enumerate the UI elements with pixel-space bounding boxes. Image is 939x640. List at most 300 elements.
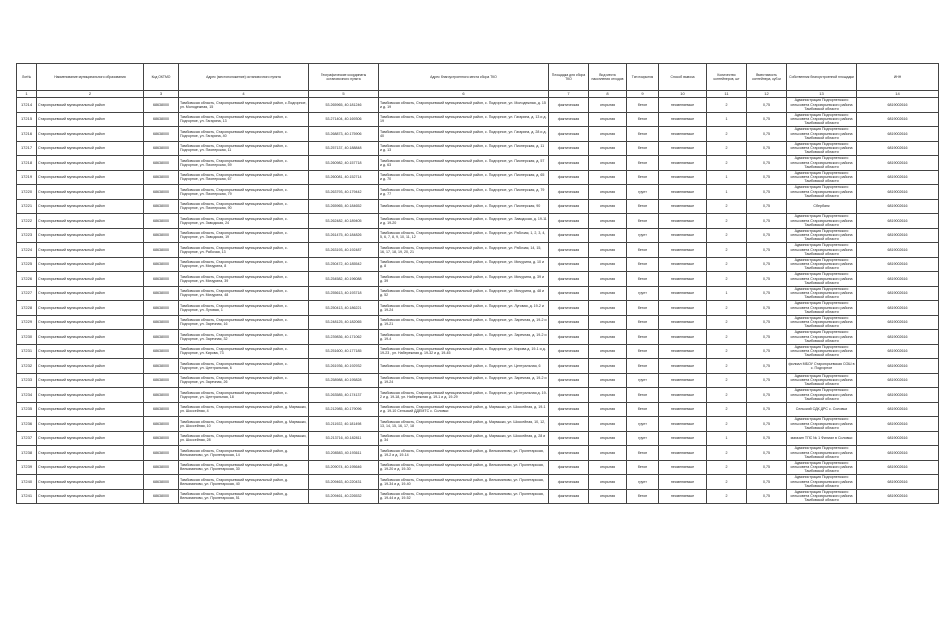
cell-removal-method: несменяемые [659,446,707,461]
cell-removal-method: несменяемые [659,185,707,200]
cell-cover-type: бетон [627,112,659,127]
cell-oktmo: 68638000 [144,170,179,185]
cell-stop-address: Тамбовская область, Староюрьевский муниципальный район, с. Подгорное, ул. Пионерская, 11 [179,141,309,156]
cell-cover-type: бетон [627,330,659,345]
cell-lot-number: 17222 [17,214,37,229]
cell-accumulation-kind: открытая [589,228,627,243]
cell-cover-type: грунт [627,373,659,388]
cell-container-count: 2 [707,373,747,388]
cell-container-volume: 0,75 [747,460,787,475]
cell-owner: Администрация Подгорненского сельсовета Староюрьевского района Тамбовской области [787,243,857,258]
cell-lot-number: 17226 [17,272,37,287]
cell-inn: 6819002616 [857,489,939,504]
cell-inn: 6819002616 [857,127,939,142]
cell-oktmo: 68638000 [144,214,179,229]
cell-lot-number: 17234 [17,388,37,403]
cell-oktmo: 68638000 [144,243,179,258]
cell-cover-type: бетон [627,388,659,403]
cell-cover-type: бетон [627,344,659,359]
cell-container-volume: 0,75 [747,446,787,461]
cell-municipality: Староюрьевский муниципальный район [37,417,144,432]
cell-coordinates: 53.208583, 40.193611 [309,446,379,461]
cell-tko-address: Тамбовская область, Староюрьевский муниципальный район, с. Подгорное, ул. Рабочая, 1, 2, 3, 4, 5, 6, 7, 8, 9, 10, 11, 12 [379,228,549,243]
cell-container-volume: 0,75 [747,170,787,185]
cell-coordinates: 53.212985, 40.179096 [309,402,379,417]
cell-container-volume: 0,75 [747,199,787,214]
cell-accumulation-kind: открытая [589,214,627,229]
cell-cover-type: бетон [627,141,659,156]
column-header: Вместимость контейнера, куб.м [747,64,787,91]
cell-owner: Администрация Подгорненского сельсовета Староюрьевского района Тамбовской области [787,272,857,287]
cell-stop-address: Тамбовская область, Староюрьевский муниципальный район, с. Подгорное, ул. Заречная, 26 [179,373,309,388]
cell-owner: Администрация Подгорненского сельсовета Староюрьевского района Тамбовской области [787,228,857,243]
cell-coordinates: 53.254582, 40.196088 [309,272,379,287]
cell-municipality: Староюрьевский муниципальный район [37,489,144,504]
column-header: Адрес благоустроенного места сбора ТКО [379,64,549,91]
cell-inn: 6819002616 [857,141,939,156]
cell-tko-address: Тамбовская область, Староюрьевский муниципальный район, с. Подгорное, ул. Пионерская, д. 57 и д. 63 [379,156,549,171]
cell-accumulation-kind: открытая [589,185,627,200]
cell-cover-type: грунт [627,286,659,301]
cell-oktmo: 68638000 [144,185,179,200]
cell-owner: Администрация Подгорненского сельсовета Староюрьевского района Тамбовской области [787,141,857,156]
cell-owner: Администрация Подгорненского сельсовета Староюрьевского района Тамбовской области [787,112,857,127]
cell-lot-number: 17228 [17,301,37,316]
cell-accumulation-kind: открытая [589,98,627,113]
cell-removal-method: несменяемые [659,127,707,142]
cell-cover-type: бетон [627,98,659,113]
cell-municipality: Староюрьевский муниципальный район [37,199,144,214]
cell-coordinates: 53.268873, 40.175906 [309,127,379,142]
cell-site-type: фактическая [549,185,589,200]
cell-tko-address: Тамбовская область, Староюрьевский муниципальный район, с. Подгорное, ул. Мичурина, д. 10 и д. 8 [379,257,549,272]
cell-lot-number: 17231 [17,344,37,359]
cell-coordinates: 53.261475, 40.184826 [309,228,379,243]
cell-coordinates: 53.260982, 40.157718 [309,156,379,171]
cell-municipality: Староюрьевский муниципальный район [37,330,144,345]
cell-site-type: фактическая [549,228,589,243]
cell-owner: Администрация Подгорненского сельсовета Староюрьевского района Тамбовской области [787,330,857,345]
table-row [17,431,939,446]
cell-accumulation-kind: открытая [589,402,627,417]
cell-tko-address: Тамбовская область, Староюрьевский муниципальный район, с. Подгорное, ул. Пионерская, 90 [379,199,549,214]
cell-container-volume: 0,75 [747,98,787,113]
cell-cover-type: бетон [627,489,659,504]
cell-container-count: 2 [707,388,747,403]
cell-stop-address: Тамбовская область, Староюрьевский муниципальный район, д. Мармыжи, ул. Шоссейная, 10 [179,417,309,432]
cell-municipality: Староюрьевский муниципальный район [37,98,144,113]
cell-removal-method: несменяемые [659,315,707,330]
table-row [17,330,939,345]
cell-inn: 6819002616 [857,417,939,432]
cell-site-type: фактическая [549,388,589,403]
cell-container-volume: 0,75 [747,388,787,403]
cell-lot-number: 17230 [17,330,37,345]
cell-owner: Администрация Подгорненского сельсовета Староюрьевского района Тамбовской области [787,127,857,142]
cell-inn: 6819002616 [857,156,939,171]
cell-cover-type: бетон [627,272,659,287]
cell-removal-method: несменяемые [659,330,707,345]
cell-container-volume: 0,75 [747,141,787,156]
cell-container-count: 1 [707,170,747,185]
cell-municipality: Староюрьевский муниципальный район [37,243,144,258]
cell-oktmo: 68638000 [144,402,179,417]
cell-cover-type: грунт [627,475,659,490]
table-row [17,98,939,113]
cell-container-count: 2 [707,272,747,287]
cell-tko-address: Тамбовская область, Староюрьевский муниципальный район, с. Подгорное, ул. Заречная, д. 19-2 и д. 19-4 [379,330,549,345]
cell-cover-type: бетон [627,243,659,258]
column-number: 4 [179,91,309,98]
column-number: 3 [144,91,179,98]
cell-coordinates: 53.263585, 40.174137 [309,388,379,403]
cell-site-type: фактическая [549,199,589,214]
cell-municipality: Староюрьевский муниципальный район [37,228,144,243]
cell-site-type: фактическая [549,315,589,330]
cell-inn: 6819002616 [857,344,939,359]
cell-container-volume: 0,75 [747,112,787,127]
cell-stop-address: Тамбовская область, Староюрьевский муниципальный район, с. Подгорное, ул. Мичурина, 39 [179,272,309,287]
cell-oktmo: 68638000 [144,446,179,461]
cell-municipality: Староюрьевский муниципальный район [37,359,144,374]
cell-stop-address: Тамбовская область, Староюрьевский муниципальный район, д. Вельяминово, ул. Пролетарская, 30 [179,460,309,475]
cell-lot-number: 17216 [17,127,37,142]
cell-accumulation-kind: открытая [589,417,627,432]
cell-oktmo: 68638000 [144,228,179,243]
cell-removal-method: несменяемые [659,417,707,432]
column-header: Площадка для сбора ТКО [549,64,589,91]
cell-removal-method: несменяемые [659,359,707,374]
table-row [17,344,939,359]
table-header-row [17,64,939,91]
cell-accumulation-kind: открытая [589,141,627,156]
table-row [17,112,939,127]
cell-stop-address: Тамбовская область, Староюрьевский муниципальный район, с.Подгорное, ул. Молодежная, 15 [179,98,309,113]
cell-accumulation-kind: открытая [589,315,627,330]
cell-municipality: Староюрьевский муниципальный район [37,156,144,171]
cell-container-count: 2 [707,344,747,359]
cell-accumulation-kind: открытая [589,446,627,461]
cell-accumulation-kind: открытая [589,286,627,301]
cell-stop-address: Тамбовская область, Староюрьевский муниципальный район, с. Подгорное, ул. Пионерская, 59 [179,156,309,171]
cell-lot-number: 17239 [17,460,37,475]
cell-accumulation-kind: открытая [589,475,627,490]
table-row [17,228,939,243]
cell-oktmo: 68638000 [144,431,179,446]
cell-container-volume: 0,75 [747,228,787,243]
cell-container-count: 2 [707,330,747,345]
cell-coordinates: 53.271404, 40.169306 [309,112,379,127]
cell-container-count: 1 [707,185,747,200]
cell-accumulation-kind: открытая [589,489,627,504]
cell-cover-type: грунт [627,431,659,446]
tko-registry-table [16,63,939,504]
cell-tko-address: Тамбовская область, Староюрьевский муниципальный район, с. Подгорное, ул. Пионерская, д. 79 и д. 77 [379,185,549,200]
cell-oktmo: 68638000 [144,301,179,316]
cell-accumulation-kind: открытая [589,359,627,374]
cell-container-count: 1 [707,286,747,301]
cell-container-count: 2 [707,127,747,142]
column-header: ИНН [857,64,939,91]
cell-municipality: Староюрьевский муниципальный район [37,344,144,359]
cell-cover-type: бетон [627,170,659,185]
cell-inn: 6819002616 [857,98,939,113]
cell-container-count: 2 [707,98,747,113]
cell-container-count: 2 [707,141,747,156]
cell-tko-address: Тамбовская область, Староюрьевский муниципальный район, с. Подгорное, ул. Луговая, д. 19-2 и д. 19-24 [379,301,549,316]
cell-municipality: Староюрьевский муниципальный район [37,127,144,142]
cell-owner: магазин ТПС № 1 Филиал в Соловьи [787,431,857,446]
cell-tko-address: Тамбовская область, Староюрьевский муниципальный район, с. Подгорное, ул. Гагарина, д. 13 и д. 19 [379,112,549,127]
column-header: Тип покрытия [627,64,659,91]
cell-coordinates: 53.251600, 40.177185 [309,344,379,359]
table-row [17,199,939,214]
cell-accumulation-kind: открытая [589,431,627,446]
table-row [17,417,939,432]
cell-inn: 6819002616 [857,359,939,374]
cell-oktmo: 68638000 [144,388,179,403]
cell-site-type: фактическая [549,243,589,258]
cell-removal-method: несменяемые [659,388,707,403]
cell-tko-address: Тамбовская область, Староюрьевский муниципальный район, с. Подгорное, ул. Пионерская, д. 65 и д. 70 [379,170,549,185]
cell-removal-method: несменяемые [659,489,707,504]
cell-owner: Администрация Подгорненского сельсовета Староюрьевского района Тамбовской области [787,460,857,475]
cell-cover-type: грунт [627,228,659,243]
cell-site-type: фактическая [549,359,589,374]
cell-site-type: фактическая [549,141,589,156]
cell-inn: 6819002616 [857,286,939,301]
cell-municipality: Староюрьевский муниципальный район [37,475,144,490]
cell-removal-method: несменяемые [659,228,707,243]
cell-oktmo: 68638000 [144,98,179,113]
cell-site-type: фактическая [549,257,589,272]
cell-coordinates: 53.263793, 40.179442 [309,185,379,200]
column-number: 7 [549,91,589,98]
cell-container-count: 1 [707,112,747,127]
cell-tko-address: Тамбовская область, Староюрьевский муниципальный район, с. Подгорное, ул. Пионерская, д. 11 и д. 13 [379,141,549,156]
cell-tko-address: Тамбовская область, Староюрьевский муниципальный район, д. Вельяминово, ул. Пролетарская, д. 19-2 и д. 19-14 [379,446,549,461]
cell-container-volume: 0,75 [747,156,787,171]
cell-removal-method: несменяемые [659,170,707,185]
cell-tko-address: Тамбовская область, Староюрьевский муниципальный район, д. Вельяминово, ул. Пролетарская, д. 19-34 и д. 19-40 [379,475,549,490]
table-row [17,243,939,258]
cell-stop-address: Тамбовская область, Староюрьевский муниципальный район, с. Подгорное, ул. Центральная, 6 [179,359,309,374]
cell-owner: Администрация Подгорненского сельсовета Староюрьевского района Тамбовской области [787,156,857,171]
cell-municipality: Староюрьевский муниципальный район [37,185,144,200]
cell-accumulation-kind: открытая [589,272,627,287]
cell-coordinates: 53.262482, 40.189405 [309,214,379,229]
cell-removal-method: несменяемые [659,141,707,156]
cell-cover-type: бетон [627,301,659,316]
cell-oktmo: 68638000 [144,315,179,330]
cell-stop-address: Тамбовская область, Староюрьевский муниципальный район, д. Мармыжи, ул. Шоссейная, 4 [179,402,309,417]
cell-stop-address: Тамбовская область, Староюрьевский муниципальный район, с. Подгорное, ул. Мичурина, 48 [179,286,309,301]
cell-oktmo: 68638000 [144,257,179,272]
cell-tko-address: Тамбовская область, Староюрьевский муниципальный район, д. Вельяминово, ул. Пролетарская, д. 19-44 и д. 19-52 [379,489,549,504]
cell-lot-number: 17229 [17,315,37,330]
cell-accumulation-kind: открытая [589,301,627,316]
cell-accumulation-kind: открытая [589,243,627,258]
cell-container-volume: 0,75 [747,243,787,258]
cell-tko-address: Тамбовская область, Староюрьевский муниципальный район, с. Подгорное, ул. Молодежная, д. 15 и д. 19 [379,98,549,113]
cell-owner: Администрация Подгорненского сельсовета Староюрьевского района Тамбовской области [787,170,857,185]
column-number: 8 [589,91,627,98]
cell-oktmo: 68638000 [144,127,179,142]
cell-oktmo: 68638000 [144,344,179,359]
cell-owner: Администрация Подгорненского сельсовета Староюрьевского района Тамбовской области [787,98,857,113]
cell-stop-address: Тамбовская область, Староюрьевский муниципальный район, с. Подгорное, ул. Пионерская, 67 [179,170,309,185]
cell-container-count: 2 [707,475,747,490]
cell-municipality: Староюрьевский муниципальный район [37,112,144,127]
cell-oktmo: 68638000 [144,460,179,475]
cell-removal-method: несменяемые [659,286,707,301]
cell-coordinates: 53.209463, 40.220431 [309,475,379,490]
table-row [17,388,939,403]
column-header: Наименование муниципального образования [37,64,144,91]
cell-removal-method: несменяемые [659,344,707,359]
column-header: Код ОКТМО [144,64,179,91]
column-number: 12 [747,91,787,98]
cell-accumulation-kind: открытая [589,170,627,185]
cell-accumulation-kind: открытая [589,344,627,359]
column-header: Лот№ [17,64,37,91]
cell-inn: 6819002616 [857,228,939,243]
cell-cover-type: бетон [627,359,659,374]
cell-tko-address: Тамбовская область, Староюрьевский муниципальный район, с. Подгорное, ул. Мичурина, д. 48 и д. 52 [379,286,549,301]
cell-cover-type: бетон [627,257,659,272]
cell-oktmo: 68638000 [144,199,179,214]
cell-tko-address: Тамбовская область, Староюрьевский муниципальный район, д. Вельяминово, ул. Пролетарская, д. 19-20 и д. 19-30 [379,460,549,475]
cell-container-count: 2 [707,446,747,461]
cell-oktmo: 68638000 [144,112,179,127]
cell-tko-address: Тамбовская область, Староюрьевский муниципальный район, с. Подгорное, ул. Мичурина, д. 39 и д. 39 [379,272,549,287]
cell-coordinates: 53.255613, 40.193718 [309,286,379,301]
cell-stop-address: Тамбовская область, Староюрьевский муниципальный район, д. Вельяминово, ул. Пролетарская, 14 [179,446,309,461]
cell-tko-address: Тамбовская область, Староюрьевский муниципальный район, д. Мармыжи, ул. Шоссейная, д. 19-1 и д. 19-10 Сельский ДДЕМТС с. Соловьи [379,402,549,417]
table-row [17,141,939,156]
cell-tko-address: Тамбовская область, Староюрьевский муниципальный район, с. Подгорное, ул. Гагарина, д. 28 и д. 40 [379,127,549,142]
cell-coordinates: 53.265965, 40.181246 [309,98,379,113]
cell-municipality: Староюрьевский муниципальный район [37,286,144,301]
table-row [17,257,939,272]
cell-lot-number: 17233 [17,373,37,388]
cell-owner: Администрация Подгорненского сельсовета Староюрьевского района Тамбовской области [787,301,857,316]
cell-coordinates: 53.263193, 40.192487 [309,243,379,258]
column-number: 11 [707,91,747,98]
cell-owner: Администрация Подгорненского сельсовета Староюрьевского района Тамбовской области [787,475,857,490]
cell-removal-method: несменяемые [659,257,707,272]
cell-stop-address: Тамбовская область, Староюрьевский муниципальный район, с. Подгорное, ул. Гагарина, 13 [179,112,309,127]
cell-container-count: 2 [707,214,747,229]
cell-stop-address: Тамбовская область, Староюрьевский муниципальный район, с. Подгорное, ул. Заводская, 19 [179,228,309,243]
cell-removal-method: несменяемые [659,243,707,258]
cell-container-volume: 0,75 [747,402,787,417]
cell-container-count: 2 [707,301,747,316]
cell-coordinates: 53.213716, 40.182811 [309,431,379,446]
cell-inn: 6819002616 [857,388,939,403]
cell-removal-method: несменяемые [659,98,707,113]
column-number: 5 [309,91,379,98]
cell-owner: Администрация Подгорненского сельсовета Староюрьевского района Тамбовской области [787,446,857,461]
cell-inn: 6819002616 [857,330,939,345]
cell-municipality: Староюрьевский муниципальный район [37,301,144,316]
cell-container-volume: 0,75 [747,301,787,316]
cell-site-type: фактическая [549,344,589,359]
column-header: Вид места накопления отходов [589,64,627,91]
cell-tko-address: Тамбовская область, Староюрьевский муниципальный район, с. Подгорное, ул. Кирова д. 19-1 и д. 19-23 , ул. Набережная д. 19-32 и д. 19-45 [379,344,549,359]
column-number: 1 [17,91,37,98]
cell-accumulation-kind: открытая [589,373,627,388]
cell-inn: 6819002616 [857,373,939,388]
cell-container-volume: 0,75 [747,315,787,330]
cell-accumulation-kind: открытая [589,257,627,272]
cell-removal-method: несменяемые [659,156,707,171]
cell-cover-type: бетон [627,315,659,330]
cell-site-type: фактическая [549,460,589,475]
cell-oktmo: 68638000 [144,359,179,374]
cell-cover-type: грунт [627,417,659,432]
cell-oktmo: 68638000 [144,286,179,301]
cell-coordinates: 53.211922, 40.181498 [309,417,379,432]
cell-site-type: фактическая [549,98,589,113]
cell-stop-address: Тамбовская область, Староюрьевский муниципальный район, с. Подгорное, ул. Луговая, 1 [179,301,309,316]
cell-owner: Сельский СДК ДРС с. Соловьи [787,402,857,417]
column-number: 2 [37,91,144,98]
cell-lot-number: 17225 [17,257,37,272]
cell-site-type: фактическая [549,156,589,171]
cell-stop-address: Тамбовская область, Староюрьевский муниципальный район, с. Подгорное, ул. Пионерская, 90 [179,199,309,214]
table-row [17,214,939,229]
cell-container-volume: 0,75 [747,373,787,388]
cell-lot-number: 17215 [17,112,37,127]
column-header: Адрес (местоположение) остановочного пункта [179,64,309,91]
cell-inn: 6819002616 [857,460,939,475]
column-number: 13 [787,91,857,98]
cell-container-volume: 0,75 [747,185,787,200]
table-row [17,460,939,475]
cell-owner: Сбербанк [787,199,857,214]
cell-container-count: 2 [707,156,747,171]
cell-container-volume: 0,75 [747,475,787,490]
cell-stop-address: Тамбовская область, Староюрьевский муниципальный район, с. Подгорное, ул. Рабочая, 13 [179,243,309,258]
cell-container-count: 2 [707,315,747,330]
cell-inn: 6819002616 [857,199,939,214]
cell-site-type: фактическая [549,330,589,345]
cell-cover-type: бетон [627,446,659,461]
cell-container-count: 2 [707,359,747,374]
cell-removal-method: несменяемые [659,112,707,127]
cell-removal-method: несменяемые [659,301,707,316]
table-row [17,489,939,504]
cell-site-type: фактическая [549,446,589,461]
cell-inn: 6819002616 [857,315,939,330]
cell-inn: 6819002616 [857,257,939,272]
cell-owner: Администрация Подгорненского сельсовета Староюрьевского района Тамбовской области [787,489,857,504]
column-header: Количество контейнеров, шт [707,64,747,91]
cell-tko-address: Тамбовская область, Староюрьевский муниципальный район, д. Мармыжи, ул. Шоссейная, д. 28 и д. 34 [379,431,549,446]
cell-owner: Администрация Подгорненского сельсовета Староюрьевского района Тамбовской области [787,185,857,200]
cell-coordinates: 53.250413, 40.186221 [309,301,379,316]
cell-removal-method: несменяемые [659,272,707,287]
cell-tko-address: Тамбовская область, Староюрьевский муниципальный район, с. Подгорное, ул. Центральная, 6 [379,359,549,374]
cell-oktmo: 68638000 [144,156,179,171]
cell-tko-address: Тамбовская область, Староюрьевский муниципальный район, с. Подгорное, ул. Заречная, д. 19-2 и д. 19-21 [379,315,549,330]
cell-coordinates: 53.209074, 40.195646 [309,460,379,475]
cell-accumulation-kind: открытая [589,156,627,171]
cell-municipality: Староюрьевский муниципальный район [37,373,144,388]
cell-container-count: 1 [707,431,747,446]
cell-lot-number: 17218 [17,156,37,171]
